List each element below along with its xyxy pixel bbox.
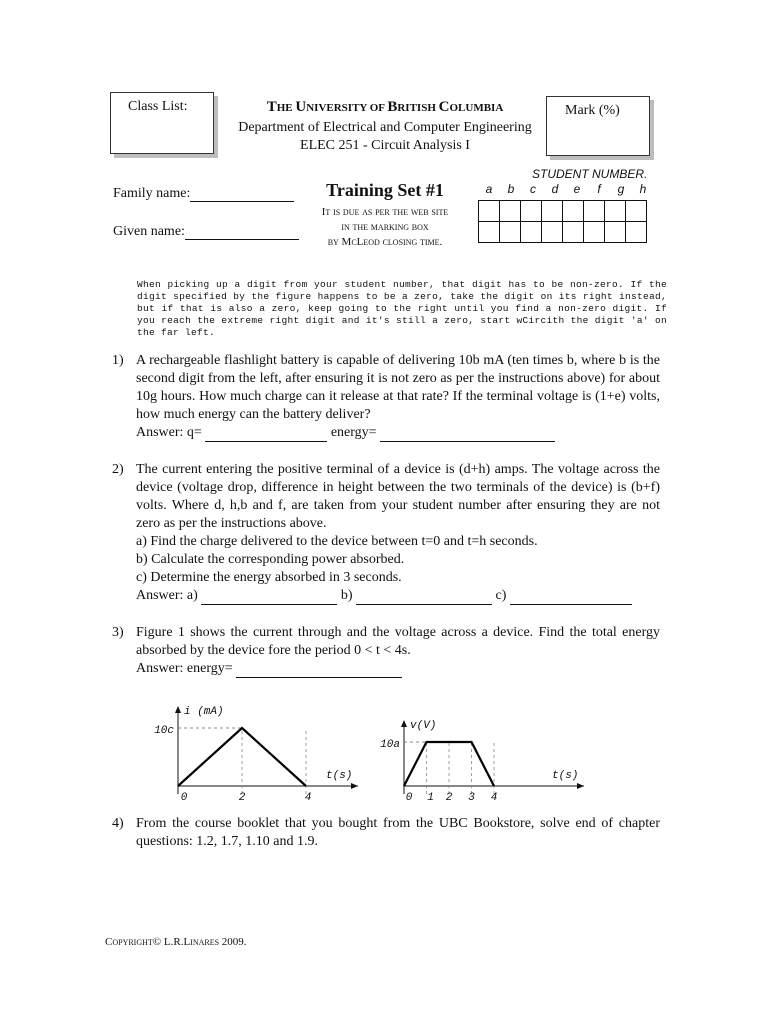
digit-cell-e[interactable] xyxy=(563,222,584,243)
answer-a-field[interactable] xyxy=(201,590,337,605)
part-a: a) Find the charge delivered to the device between t=0 and t=h seconds. xyxy=(136,534,538,549)
grid-row xyxy=(479,201,647,222)
university-header xyxy=(220,98,550,155)
digit-cell-c[interactable] xyxy=(521,201,542,222)
question-text: Figure 1 shows the current through and the voltage across a device. Find the total energy absorbed by the device fore the period 0 < t < 4s. xyxy=(136,625,660,658)
question-1 xyxy=(112,352,660,442)
class-list-label: Class List: xyxy=(128,99,188,114)
y-arrow xyxy=(401,720,407,727)
given-name-field[interactable] xyxy=(113,224,299,240)
student-number-grid[interactable] xyxy=(478,200,647,243)
digit-cell-f[interactable] xyxy=(584,201,605,222)
question-3 xyxy=(112,624,660,678)
x-arrow xyxy=(351,783,358,789)
answer-b-field[interactable] xyxy=(356,590,492,605)
digit-cell-f[interactable] xyxy=(584,222,605,243)
family-name-label: Family name: xyxy=(113,186,191,201)
digit-letter-e: e xyxy=(573,182,581,196)
x-axis-label: t(s) xyxy=(326,770,353,782)
x-arrow xyxy=(577,783,584,789)
part-c: c) Determine the energy absorbed in 3 seconds. xyxy=(136,570,402,585)
department-name: Department of Electrical and Computer Engineering xyxy=(238,120,532,135)
copyright: Copyright© L.R.Linares 2009. xyxy=(105,936,247,948)
digit-cell-e[interactable] xyxy=(563,201,584,222)
peak-label: 10c xyxy=(154,725,174,737)
digit-cell-b[interactable] xyxy=(500,222,521,243)
answer-energy-field[interactable] xyxy=(236,663,402,678)
question-text: A rechargeable flashlight battery is capable of delivering 10b mA (ten times b, where b is the second digit from the left, after ensuring it is not zero as per the instructions above) for about 10g hours. How much charge can it release at that rate? If the terminal voltage is (1+e) volts, how much energy can the battery deliver? xyxy=(136,353,660,422)
digit-cell-h[interactable] xyxy=(626,201,647,222)
y-arrow xyxy=(175,706,181,713)
digit-cell-g[interactable] xyxy=(605,222,626,243)
x-tick-label: 3 xyxy=(468,792,475,804)
mark-label: Mark (%) xyxy=(565,103,620,118)
figure-1 xyxy=(130,700,590,810)
answer-q-field[interactable] xyxy=(205,427,327,442)
mark-box[interactable] xyxy=(546,96,650,156)
current-plot xyxy=(154,706,358,804)
training-title: Training Set #1 xyxy=(326,180,444,200)
digit-cell-g[interactable] xyxy=(605,201,626,222)
x-tick-label: 0 xyxy=(180,792,188,804)
digit-letter-g: g xyxy=(617,182,625,196)
digit-letter-d: d xyxy=(551,182,559,196)
y-axis-label: i (mA) xyxy=(184,706,224,718)
voltage-plot xyxy=(380,720,584,804)
x-tick-label: 1 xyxy=(427,792,434,804)
question-number: 4) xyxy=(112,816,124,831)
course-name: ELEC 251 - Circuit Analysis I xyxy=(300,138,470,153)
x-axis-label: t(s) xyxy=(552,770,579,782)
digit-cell-c[interactable] xyxy=(521,222,542,243)
digit-cell-d[interactable] xyxy=(542,201,563,222)
x-tick-label: 2 xyxy=(238,792,246,804)
y-axis-label: v(V) xyxy=(410,720,437,732)
university-name: THE UNIVERSITY OF BRITISH COLUMBIA xyxy=(266,99,504,115)
part-b: b) Calculate the corresponding power absorbed. xyxy=(136,552,405,567)
answer-energy-field[interactable] xyxy=(380,427,555,442)
question-number: 1) xyxy=(112,353,124,368)
due-note: It is due as per the web site in the marking box by McLeod closing time. xyxy=(321,206,449,248)
given-name-line[interactable] xyxy=(185,225,299,240)
question-text: The current entering the positive terminal of a device is (d+h) amps. The voltage across the device (voltage drop, difference in height between the two terminals of the device) is (b+f) volts. Where d, h,b and f, are taken from your student number after ensuring they are not zero as per the instructions above. xyxy=(136,462,660,531)
family-name-line[interactable] xyxy=(190,187,294,202)
answer-line: Answer: q= energy= xyxy=(136,424,660,442)
digit-letter-c: c xyxy=(530,182,536,196)
x-tick-label: 2 xyxy=(445,792,453,804)
question-4 xyxy=(112,815,660,851)
digit-letter-h: h xyxy=(639,182,647,196)
grid-row xyxy=(479,222,647,243)
digit-cell-a[interactable] xyxy=(479,222,500,243)
digit-cell-a[interactable] xyxy=(479,201,500,222)
question-2 xyxy=(112,461,660,605)
answer-line: Answer: energy= xyxy=(136,660,660,678)
question-number: 2) xyxy=(112,462,124,477)
question-number: 3) xyxy=(112,625,124,640)
answer-c-field[interactable] xyxy=(510,590,632,605)
digit-letter-a: a xyxy=(485,182,493,196)
digit-letters xyxy=(478,182,654,196)
student-number-label: STUDENT NUMBER. xyxy=(532,167,648,181)
x-tick-label: 4 xyxy=(304,792,312,804)
digit-cell-h[interactable] xyxy=(626,222,647,243)
family-name-field[interactable] xyxy=(113,186,294,202)
digit-cell-d[interactable] xyxy=(542,222,563,243)
digit-letter-f: f xyxy=(597,182,601,196)
peak-label: 10a xyxy=(380,739,400,751)
instructions-note: When picking up a digit from your student number, that digit has to be non-zero. If the digit specified by the figure happens to be a zero, take the digit on its right instead, but if that is also a zero, keep going to the right until you find a non-zero digit. If you reach the extreme right digit and it's still a zero, start wCircith the digit 'a' on the far left. xyxy=(137,279,667,338)
x-tick-label: 0 xyxy=(405,792,413,804)
given-name-label: Given name: xyxy=(113,224,185,239)
answer-line: Answer: a) b) c) xyxy=(136,587,660,605)
class-list-box[interactable] xyxy=(110,92,214,154)
question-text: From the course booklet that you bought from the UBC Bookstore, solve end of chapter questions: 1.2, 1.7, 1.10 and 1.9. xyxy=(136,816,660,849)
digit-cell-b[interactable] xyxy=(500,201,521,222)
x-tick-label: 4 xyxy=(490,792,498,804)
digit-letter-b: b xyxy=(507,182,515,196)
